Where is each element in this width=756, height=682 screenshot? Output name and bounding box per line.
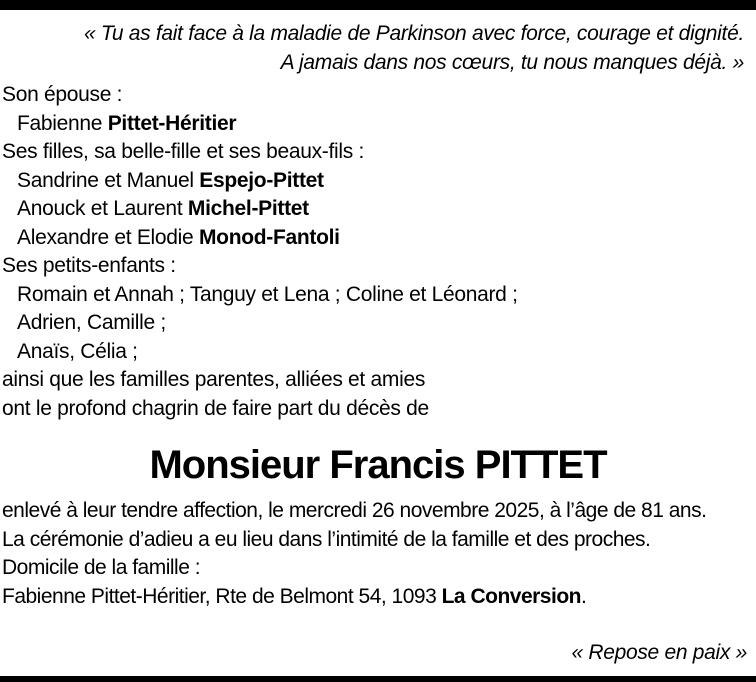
family-line-child-2 — [2, 195, 756, 224]
epitaph-quote-line-1: « Tu as fait face à la maladie de Parkinson avec force, courage et dignité. — [83, 22, 744, 45]
family-line-grandchildren-label — [2, 252, 756, 281]
announcement-details — [0, 497, 756, 611]
family-line-text: Alexandre et Elodie — [17, 225, 199, 249]
detail-line-home-label — [2, 554, 756, 583]
family-line-child-1 — [2, 167, 756, 196]
detail-line-text: Domicile de la famille : — [2, 556, 201, 579]
family-name-bold: Monod-Fantoli — [198, 225, 340, 249]
family-list — [0, 81, 756, 423]
family-line-grandchildren-2 — [2, 309, 756, 338]
family-line-grandchildren-3 — [2, 338, 756, 367]
top-border-rule — [0, 0, 756, 10]
family-line-text: Adrien, Camille ; — [17, 311, 166, 334]
family-line-other-families — [2, 366, 756, 395]
detail-line-address — [2, 583, 756, 612]
family-name-bold: Espejo-Pittet — [199, 168, 324, 192]
detail-line-death-date — [2, 497, 756, 526]
family-line-text: Sandrine et Manuel — [17, 168, 200, 192]
family-line-text: Anaïs, Célia ; — [17, 339, 138, 363]
family-line-text: ont le profond chagrin de faire part du décès de — [2, 396, 429, 420]
detail-line-text: enlevé à leur tendre affection, le mercredi 26 novembre 2025, à l’âge de 81 ans. — [2, 499, 707, 522]
family-line-spouse — [2, 110, 756, 139]
family-line-text: Romain et Annah ; Tanguy et Lena ; Coline et Léonard ; — [17, 282, 518, 306]
family-line-announcement — [2, 395, 756, 424]
family-line-spouse-label — [2, 81, 756, 110]
family-line-text: ainsi que les familles parentes, alliées et amies — [2, 368, 426, 391]
family-line-children-label — [2, 138, 756, 167]
family-line-grandchildren-1 — [2, 281, 756, 310]
epitaph-quote — [0, 19, 756, 77]
epitaph-quote-line-2: A jamais dans nos cœurs, tu nous manques déjà. » — [280, 51, 744, 74]
detail-line-text: . — [580, 584, 587, 608]
family-line-child-3 — [2, 224, 756, 253]
family-name-bold: Pittet-Héritier — [107, 111, 237, 135]
family-line-text: Anouck et Laurent — [17, 197, 188, 220]
detail-line-ceremony — [2, 526, 756, 555]
detail-line-text: Fabienne Pittet-Héritier, Rte de Belmont 54, 1093 — [2, 584, 442, 608]
detail-line-text: La cérémonie d’adieu a eu lieu dans l’intimité de la famille et des proches. — [2, 527, 651, 551]
family-line-text: Fabienne — [17, 111, 108, 135]
family-name-bold: Michel-Pittet — [187, 197, 309, 220]
family-line-text: Ses petits-enfants : — [2, 254, 176, 277]
family-line-text: Son épouse : — [2, 83, 123, 106]
family-line-text: Ses filles, sa belle-fille et ses beaux-fils : — [2, 140, 365, 163]
closing-quote: « Repose en paix » — [571, 641, 747, 664]
deceased-name: Monsieur Francis PITTET — [149, 443, 607, 487]
address-city-bold: La Conversion — [441, 584, 581, 608]
bottom-border-rule — [0, 676, 756, 682]
